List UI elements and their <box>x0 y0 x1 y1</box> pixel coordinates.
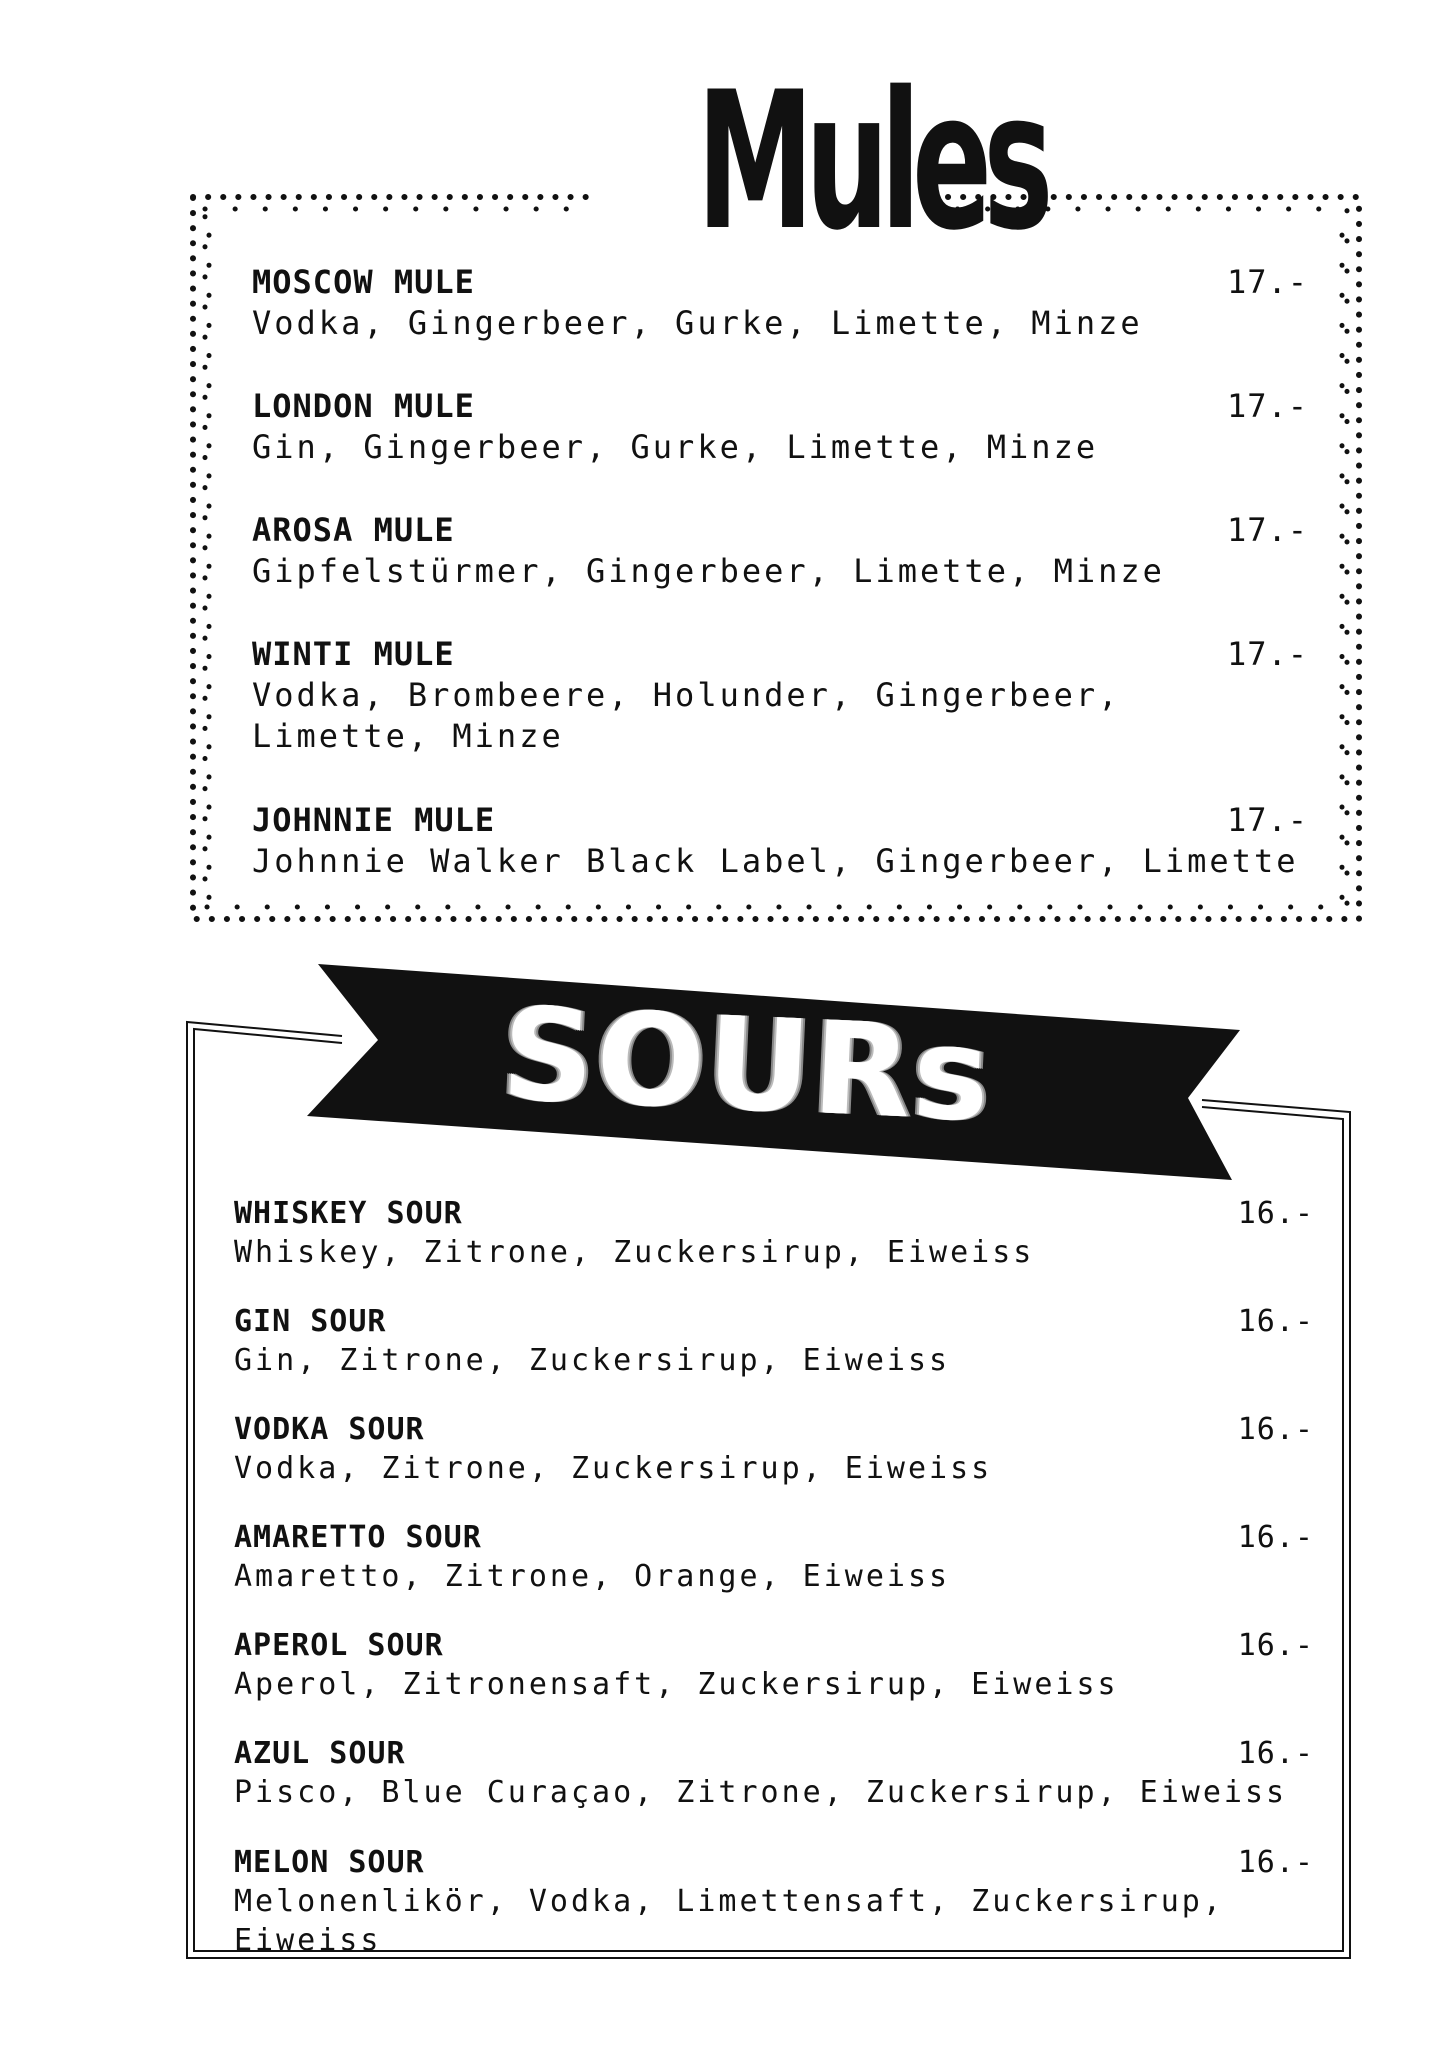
sours-title: SOURs <box>498 980 995 1152</box>
item-description: Vodka, Brombeere, Holunder, Gingerbeer, Limette, Minze <box>252 676 1121 755</box>
item-price: 17.- <box>1226 801 1308 839</box>
item-name: MELON SOUR <box>234 1845 425 1880</box>
item-description: Pisco, Blue Curaçao, Zitrone, Zuckersirup, Eiweiss <box>234 1775 1288 1810</box>
item-price: 16.- <box>1237 1845 1314 1880</box>
menu-item-whiskey-sour <box>234 1194 1314 1272</box>
menu-item-aperol-sour <box>234 1626 1314 1704</box>
item-price: 16.- <box>1237 1196 1314 1231</box>
menu-item-vodka-sour <box>234 1410 1314 1488</box>
item-name: WHISKEY SOUR <box>234 1196 463 1231</box>
item-description: Amaretto, Zitrone, Orange, Eiweiss <box>234 1559 951 1594</box>
item-description: Gin, Zitrone, Zuckersirup, Eiweiss <box>234 1343 951 1378</box>
item-description: Melonenlikör, Vodka, Limettensaft, Zuckersirup, Eiweiss <box>234 1884 1224 1958</box>
item-description: Johnnie Walker Black Label, Gingerbeer, Limette <box>252 842 1299 880</box>
item-name: AZUL SOUR <box>234 1736 406 1771</box>
item-description: Gipfelstürmer, Gingerbeer, Limette, Minze <box>252 552 1165 590</box>
menu-item-amaretto-sour <box>234 1518 1314 1596</box>
item-description: Vodka, Zitrone, Zuckersirup, Eiweiss <box>234 1451 993 1486</box>
item-description: Vodka, Gingerbeer, Gurke, Limette, Minze <box>252 304 1143 342</box>
item-price: 17.- <box>1226 263 1308 301</box>
item-name: WINTI MULE <box>252 635 455 673</box>
item-name: AMARETTO SOUR <box>234 1520 482 1555</box>
item-name: GIN SOUR <box>234 1304 387 1339</box>
item-price: 17.- <box>1226 387 1308 425</box>
item-price: 17.- <box>1226 511 1308 549</box>
item-description: Aperol, Zitronensaft, Zuckersirup, Eiweiss <box>234 1667 1119 1702</box>
menu-item-azul-sour <box>234 1734 1314 1812</box>
mules-title: Mules <box>590 62 930 277</box>
item-price: 16.- <box>1237 1304 1314 1339</box>
item-price: 16.- <box>1237 1520 1314 1555</box>
menu-item-gin-sour <box>234 1302 1314 1380</box>
item-price: 17.- <box>1226 635 1308 673</box>
item-name: LONDON MULE <box>252 387 475 425</box>
item-name: VODKA SOUR <box>234 1412 425 1447</box>
item-name: JOHNNIE MULE <box>252 801 496 839</box>
item-name: APEROL SOUR <box>234 1628 444 1663</box>
item-price: 16.- <box>1237 1412 1314 1447</box>
item-description: Gin, Gingerbeer, Gurke, Limette, Minze <box>252 428 1099 466</box>
item-price: 16.- <box>1237 1628 1314 1663</box>
menu-item-melon-sour <box>234 1843 1314 1960</box>
item-description: Whiskey, Zitrone, Zuckersirup, Eiweiss <box>234 1235 1035 1270</box>
item-price: 16.- <box>1237 1736 1314 1771</box>
item-name: AROSA MULE <box>252 511 455 549</box>
item-name: MOSCOW MULE <box>252 263 475 301</box>
